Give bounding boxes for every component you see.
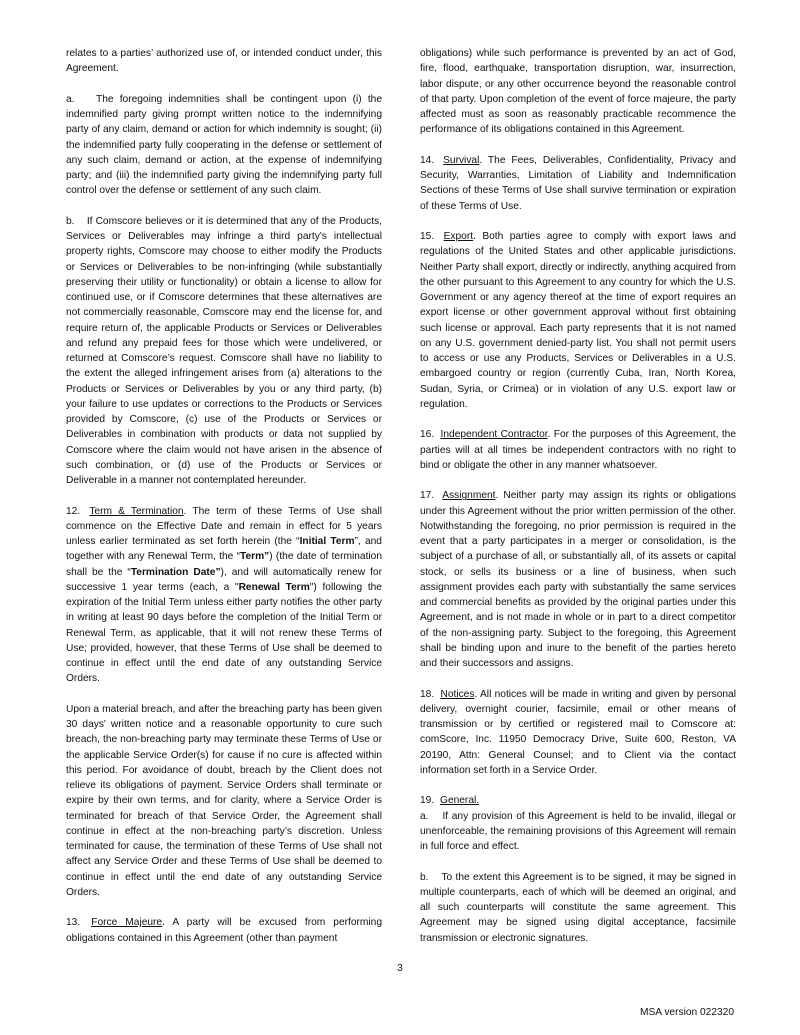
section-text: . A party will be excused from performing obligations contained in this Agreement (other than payment <box>66 917 382 944</box>
paragraph-force-majeure-continued: obligations) while such performance is prevented by an act of God, fire, flood, earthquake, transportation disruption, war, insurrection, labor dispute, or any other occurrence beyond the reasonable control of that party. Upon completion of the event of force majeure, the party affected must as soon as reasonably practicable recommence the performance of its obligations contained in this Agreement. <box>420 48 736 136</box>
item-text: If any provision of this Agreement is held to be invalid, illegal or unenforceable, the remaining provisions of this Agreement will remain in full force and effect. <box>420 810 736 852</box>
section-text: . The term of these Terms of Use shall commence on the Effective Date and remain in effect for 5 years unless earlier terminated as set forth herein (the “ <box>66 505 382 547</box>
section-text: ), and will automatically renew for successive 1 year terms (each, a " <box>66 566 382 593</box>
defined-term-termination-date: Termination Date” <box>130 566 221 578</box>
section-number: 13. <box>66 917 81 929</box>
section-text: . Both parties agree to comply with export laws and regulations of the United States and other applicable jurisdictions. Neither Party shall export, directly or indirectly, anything acquired from the other pursuant to this Agreement to any country for which the U.S. Government or any agency thereof at the time of export requires an export license or other government approval without first obtaining such license or approval. Each party represents that it is not named on any U.S. government denied-party list. You shall not permit users to access or use any Products, Services or Deliverables in a U.S. embargoed country or region (currently Cuba, Iran, North Korea, Sudan, Syria, or Crimea) or in violation of any U.S. export law or regulation. <box>420 231 736 410</box>
defined-term-initial-term: Initial Term <box>299 536 355 547</box>
section-14-survival <box>420 153 736 214</box>
section-number: 15. <box>420 231 435 242</box>
paragraph-indemnity-a <box>66 92 382 199</box>
item-text: To the extent this Agreement is to be signed, it may be signed in multiple counterparts, each of which will be deemed an original, and all such counterparts will constitute the same agreement. This Agreement may be signed using digital acceptance, facsimile transmission or electronic signatures. <box>420 871 736 944</box>
section-heading: General. <box>440 795 480 807</box>
section-number: 18. <box>420 688 435 700</box>
item-label: b. <box>420 871 429 883</box>
footer-version: MSA version 022320 <box>639 1007 734 1018</box>
left-column <box>66 46 382 946</box>
paragraph-indemnity-b <box>66 214 382 489</box>
item-text: If Comscore believes or it is determined that any of the Products, Services or Deliverables may infringe a third party's intellectual property rights, Comscore may choose to either modify the Products or Services or Deliverables to be non-infringing (while substantially preserving their utility or functionality) or obtain a license to allow for continued use, or if Comscore determines that these alternatives are not commercially reasonable, Comscore may end the license for, and require return of, the applicable Products or Services or Deliverables and refund any prepaid fees for those which were undelivered, or returned at Comscore’s request. Comscore shall have no liability to the extent the alleged infringement arises from (a) alterations to the Products or Services or Deliverables by you or any third party, (b) your failure to use updates or corrections to the Products or Services provided by Comscore, (c) use of the Products or Services or Deliverables in combination with products or data not supplied by Comscore where the claim would not have arisen in the absence of such combination, or (d) use of the Products or Services or Deliverable in a manner not contemplated hereunder. <box>66 215 382 486</box>
section-text: ) (the date of termination shall be the “ <box>66 551 382 578</box>
defined-term-renewal-term: Renewal Term <box>238 581 310 593</box>
section-number: 14. <box>420 154 435 166</box>
item-label: b. <box>66 215 75 227</box>
section-heading: Force Majeure <box>91 917 163 929</box>
section-text: . For the purposes of this Agreement, the parties will at all times be independent contractors with no right to bind or obligate the other in any manner whatsoever. <box>420 429 736 471</box>
section-heading: Survival <box>443 154 480 166</box>
paragraph-indemnity-continued: relates to a parties’ authorized use of, or intended conduct under, this Agreement. <box>66 48 382 75</box>
section-heading: Export <box>443 231 474 242</box>
section-16-independent-contractor <box>420 427 736 473</box>
section-number: 16. <box>420 429 435 441</box>
section-text: ”, and together with any Renewal Term, the “ <box>66 536 382 563</box>
page-number: 3 <box>397 963 403 974</box>
section-text: . Neither party may assign its rights or obligations under this Agreement without the prior written permission of the other. Notwithstanding the foregoing, no prior permission is required in the event that a party participates in a merger or consolidation, is the subject of a purchase of all, or substantially all, of its assets or capital stock, or sells its business or a line of business, when such assignment provides each party with substantially the same services and commercial benefits as provided by the original parties under this Agreement, and is not made in whole or in part to a direct competitor of the non-assigning party. Subject to the foregoing, this Agreement shall be binding upon and inure to the benefit of the parties hereto and their successors and assigns. <box>420 490 736 669</box>
right-column <box>420 46 736 946</box>
paragraph-material-breach: Upon a material breach, and after the breaching party has been given 30 days' written notice and a reasonable opportunity to cure such breach, the non-breaching party may terminate these Terms of Use or the applicable Service Order(s) for cause if no cure is affected within this period. For avoidance of doubt, breach by the Client does not relieve its obligations of payment. Service Orders shall terminate or expire by their own terms, and for clarity, where a Service Order is terminated for breach of that Service Order, the Agreement shall continue in effect at the non-breaching party’s discretion. Unless terminated for cause, the termination of these Terms of Use shall not affect any Service Order and these Terms of Use shall be deemed to continue in effect until the end date of any outstanding Service Orders. <box>66 703 382 898</box>
section-text: . All notices will be made in writing and given by personal delivery, overnight courier, facsimile, email or other means of transmission or by certified or registered mail to Comscore at: comScore, Inc. 11950 Democracy Drive, Suite 600, Reston, VA 20190, Attn: General Counsel; and to Client via the contact information set forth in a Service Order. <box>420 688 736 776</box>
section-number: 17. <box>420 490 435 502</box>
item-label: a. <box>66 93 75 105</box>
section-number: 19. <box>420 795 435 807</box>
section-text: . The Fees, Deliverables, Confidentiality, Privacy and Security, Warranties, Limitation of Liability and Indemnification Sections of these Terms of Use shall survive termination or expiration of these Terms of Use. <box>420 154 736 212</box>
section-heading: Term & Termination <box>89 505 184 517</box>
item-label: a. <box>420 810 429 822</box>
paragraph-general-b <box>420 870 736 946</box>
section-13-force-majeure <box>66 915 382 946</box>
paragraph-general-a <box>420 809 736 855</box>
section-15-export <box>420 229 736 412</box>
item-text: The foregoing indemnities shall be contingent upon (i) the indemnified party giving prompt written notice to the indemnifying party of any claim, demand or action for which indemnity is sought; (ii) the indemnified party fully cooperating in the defense or settlement of any such claim, demand or action, at the expense of indemnifying party; and (iii) the indemnified party giving the indemnifying party full control over the defense or settlement of any such claim. <box>66 93 382 197</box>
section-18-notices <box>420 687 736 779</box>
section-heading: Independent Contractor <box>440 429 548 441</box>
section-heading: Assignment <box>442 490 496 502</box>
section-heading: Notices <box>440 688 475 700</box>
section-19-general <box>420 793 736 808</box>
section-12-term-termination <box>66 504 382 687</box>
section-number: 12. <box>66 505 81 517</box>
section-text: ") following the expiration of the Initial Term unless either party notifies the other party in writing at least 90 days before the completion of the Initial Term or Renewal Term, as applicable, that it will not renew these Terms of Use; provided, however, that these Terms of Use shall be deemed to continue in effect until the end date of any outstanding Service Orders. <box>66 581 382 685</box>
section-17-assignment <box>420 488 736 671</box>
defined-term-term: Term” <box>240 551 270 563</box>
